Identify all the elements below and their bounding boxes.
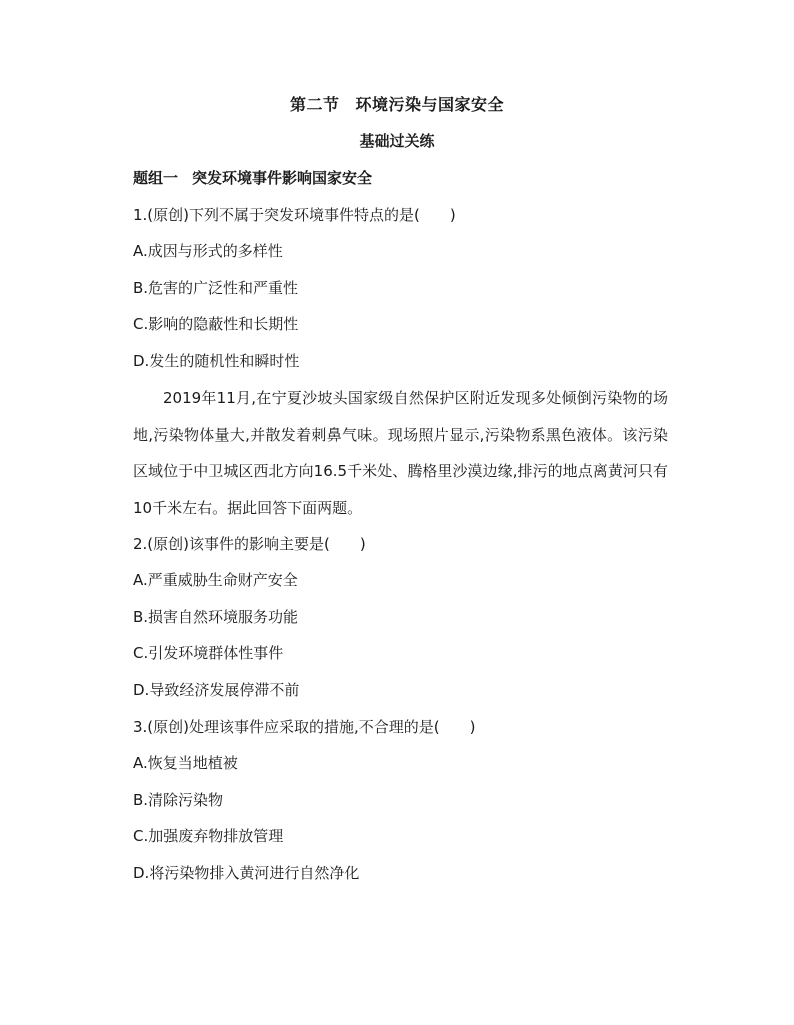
section-title: 环境污染与国家安全 [355,95,505,114]
question-2-stem: 2.(原创)该事件的影响主要是( ) [133,535,366,553]
question-2-option-d: D.导致经济发展停滞不前 [133,681,300,699]
question-1-option-b: B.危害的广泛性和严重性 [133,279,299,297]
group-title: 突发环境事件影响国家安全 [192,169,373,187]
question-2-option-c: C.引发环境群体性事件 [133,644,284,662]
section-heading [0,92,794,115]
question-3-option-d: D.将污染物排入黄河进行自然净化 [133,864,360,882]
reading-passage: 2019年11月,在宁夏沙坡头国家级自然保护区附近发现多处倾倒污染物的场地,污染物体量大,并散发着刺鼻气味。现场照片显示,污染物系黑色液体。该污染区域位于中卫城区西北方向16.5千米处、腾格里沙漠边缘,排污的地点离黄河只有10千米左右。据此回答下面两题。 [133,389,668,517]
question-1-option-a: A.成因与形式的多样性 [133,242,283,260]
question-3-option-c: C.加强废弃物排放管理 [133,827,284,845]
question-group-heading [133,167,372,188]
exercise-title: 基础过关练 [359,132,435,150]
section-number: 第二节 [289,95,340,114]
group-label: 题组一 [133,169,179,187]
question-1-stem: 1.(原创)下列不属于突发环境事件特点的是( ) [133,206,456,224]
question-3-stem: 3.(原创)处理该事件应采取的措施,不合理的是( ) [133,718,476,736]
question-2-option-b: B.损害自然环境服务功能 [133,608,299,626]
question-1-option-d: D.发生的随机性和瞬时性 [133,352,300,370]
question-3-option-b: B.清除污染物 [133,791,224,809]
question-2-option-a: A.严重威胁生命财产安全 [133,571,298,589]
question-3-option-a: A.恢复当地植被 [133,754,238,772]
question-1-option-c: C.影响的隐蔽性和长期性 [133,315,299,333]
